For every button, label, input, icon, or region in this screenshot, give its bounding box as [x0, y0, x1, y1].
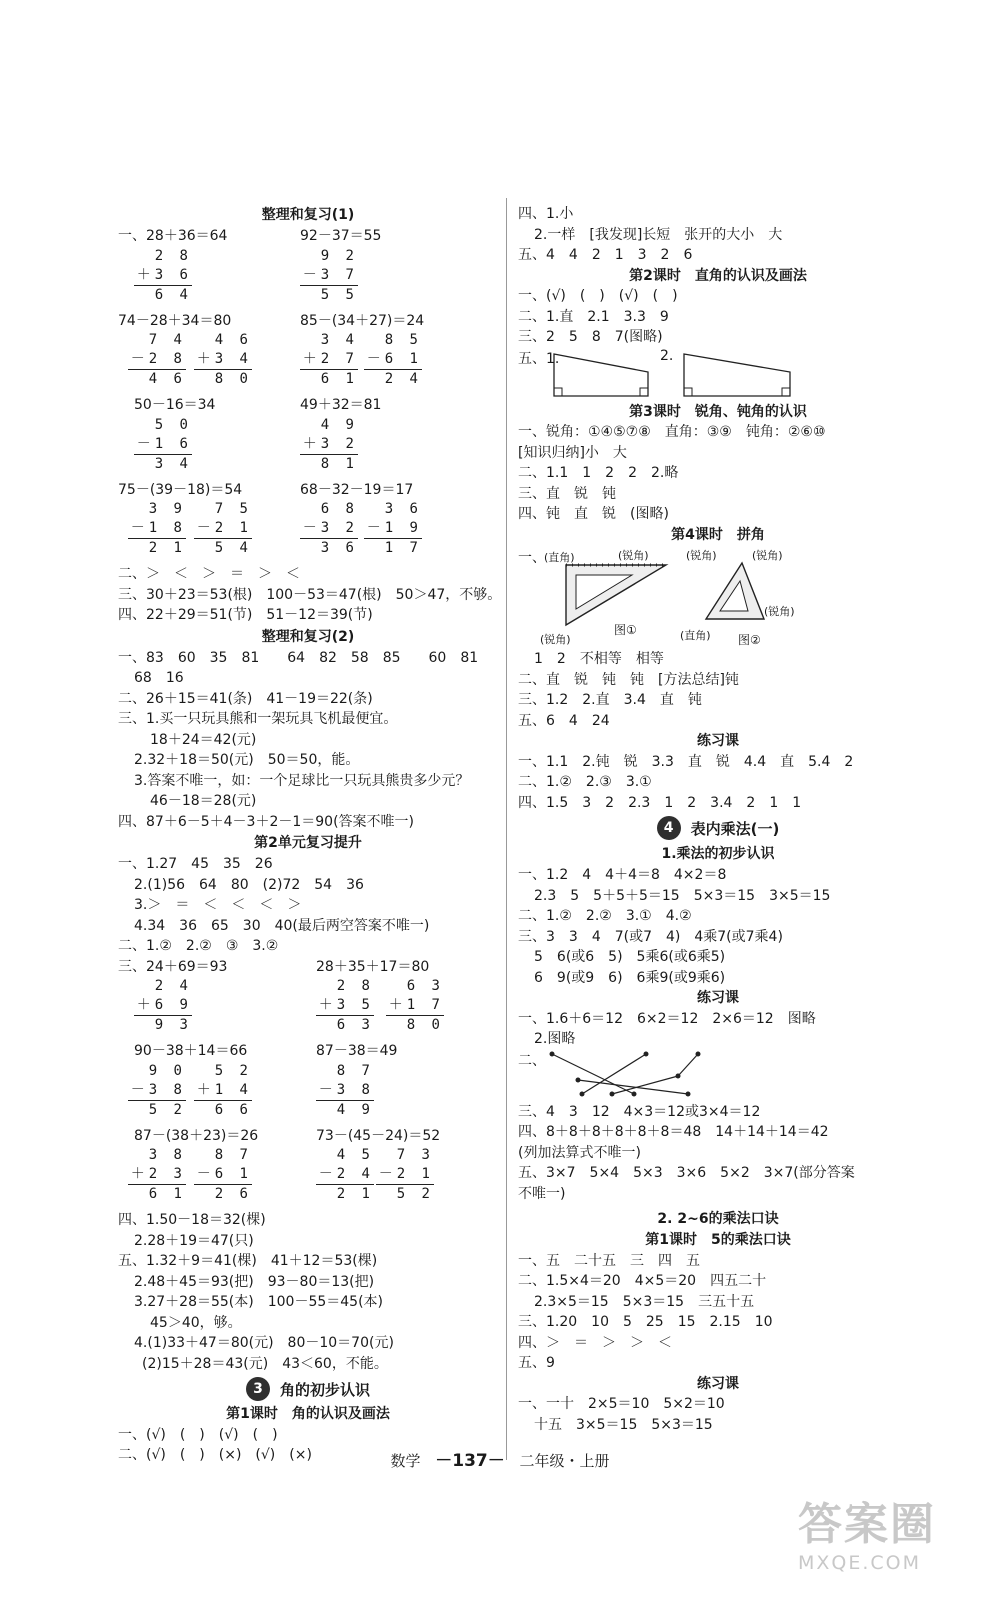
answer-line: 五、3×7 5×4 5×3 3×6 5×2 3×7(部分答案	[518, 1165, 855, 1181]
answer-line: 2.(1)56 64 80 (2)72 54 36	[134, 876, 364, 893]
grade-label: 二年级・上册	[519, 1452, 610, 1470]
operand: ＋3 5	[316, 996, 374, 1016]
answer-label: 2.	[660, 347, 674, 364]
left-column	[118, 204, 502, 1466]
answer-line: 二、26＋15＝41(条) 41－19＝22(条)	[118, 690, 373, 707]
set-square-figures: 一、 (直角) (锐角) (锐角) 图① (锐角) (锐角) (锐角) (直角) 图②	[518, 549, 795, 647]
vertical-calculation	[316, 977, 374, 1035]
answer-line: 18＋24＝42(元)	[150, 731, 257, 748]
vertical-calculation	[364, 331, 422, 389]
result: 6 1	[148, 1186, 186, 1202]
trapezoid-figure-1	[548, 350, 658, 398]
vertical-calculation	[194, 331, 252, 389]
equation: 90－38＋14＝66	[134, 1043, 248, 1059]
answer-line: 三、30＋23＝53(根) 100－53＝47(根) 50＞47，不够。	[118, 586, 502, 603]
unit-number-badge: 3	[246, 1377, 270, 1401]
operand: －2 1	[194, 519, 252, 539]
operand: 3 9	[148, 501, 186, 517]
lesson-title: 第1课时 角的认识及画法	[226, 1406, 390, 1422]
operand: ＋1 7	[386, 996, 444, 1016]
answer-line: 2.图略	[534, 1031, 576, 1047]
answer-label: 二、	[518, 1052, 546, 1069]
vertical-calculation	[300, 247, 358, 305]
answer-line: 2.48＋45＝93(把) 93－80＝13(把)	[134, 1273, 375, 1290]
vertical-calculation	[316, 1062, 374, 1120]
operand: －2 8	[128, 350, 186, 370]
result: 6 4	[154, 286, 192, 303]
answer-line	[118, 957, 498, 978]
operand: －6 1	[364, 350, 422, 370]
operand: 8 7	[214, 1147, 252, 1163]
result: 6 6	[214, 1101, 252, 1118]
answer-line: 十五 3×5＝15 5×3＝15	[534, 1416, 713, 1433]
watermark-text: 答案圈	[798, 1499, 936, 1550]
equation: 三、24＋69＝93	[118, 958, 228, 975]
operand: －2 4	[316, 1165, 374, 1185]
result: 5 5	[320, 286, 358, 303]
answer-line: 五、1.32＋9＝41(棵) 41＋12＝53(棵)	[118, 1253, 378, 1269]
operand: 4 5	[336, 1147, 374, 1163]
lesson-title: 第3课时 锐角、钝角的认识	[629, 403, 807, 420]
answer-line: 三、1.20 10 5 25 15 2.15 10	[518, 1314, 773, 1330]
operand: 9 2	[320, 247, 358, 264]
operand: 6 8	[320, 501, 358, 517]
answer-line: 3.＞ ＝ ＜ ＜ ＜ ＞	[134, 897, 302, 913]
answer-line: 3.答案不唯一，如：一个足球比一只玩具熊贵多少元？	[134, 772, 470, 789]
column-divider	[506, 198, 507, 1460]
answer-line: 一、锐角：①④⑤⑦⑧ 直角：③⑨ 钝角：②⑥⑩	[518, 424, 826, 440]
result: 5 4	[214, 540, 252, 556]
answer-line: 二、＞ ＜ ＞ ＝ ＞ ＜	[118, 566, 300, 582]
answer-line: 5 6(或6 5) 5乘6(或6乘5)	[534, 949, 726, 965]
answer-line: 4.34 36 65 30 40(最后两空答案不唯一)	[134, 917, 430, 934]
operand: 7 4	[148, 332, 186, 348]
answer-line: 三、1.2 2.直 3.4 直 钝	[518, 692, 702, 708]
operand: －3 8	[316, 1081, 374, 1101]
practice-title: 练习课	[697, 733, 739, 749]
vertical-calculation	[128, 1146, 186, 1204]
result: 2 4	[384, 371, 422, 387]
answer-line: 45＞40，够。	[150, 1314, 242, 1331]
equation: 85－(34＋27)＝24	[300, 312, 425, 329]
operand: 5 2	[214, 1062, 252, 1079]
answer-line: 2.28＋19＝47(只)	[134, 1232, 254, 1249]
operand: 9 0	[148, 1062, 186, 1079]
angle-label: (锐角)	[686, 549, 717, 562]
lesson-title: 第1课时 5的乘法口诀	[645, 1232, 791, 1248]
answer-line: 三、4 3 12 4×3＝12或3×4＝12	[518, 1103, 761, 1120]
answer-line: 三、2 5 8 7(图略)	[518, 329, 663, 345]
equation: 73－(45－24)＝52	[316, 1127, 441, 1144]
operand: 4 9	[320, 416, 358, 433]
answer-line: 二、1.1 1 2 2 2.略	[518, 465, 679, 481]
equation: 50－16＝34	[134, 397, 216, 413]
answer-line: 二、1.② 2.② 3.① 4.②	[518, 908, 692, 924]
answer-line: 3.27＋28＝55(本) 100－55＝45(本)	[134, 1294, 383, 1310]
section-title: 1.乘法的初步认识	[661, 846, 775, 862]
result: 6 3	[336, 1017, 374, 1033]
practice-title: 练习课	[697, 990, 739, 1006]
unit-header-3	[118, 1374, 498, 1404]
answer-line: 四、87＋6－5＋4－3＋2－1＝90(答案不唯一)	[118, 813, 414, 830]
answer-line: 一、(√) ( ) (√) ( )	[518, 288, 678, 304]
vertical-calc-group	[118, 1146, 498, 1210]
watermark-logo	[798, 1488, 988, 1588]
equation: 74－28＋34＝80	[118, 312, 232, 329]
operand: －1 8	[128, 519, 186, 539]
vertical-calc-group	[118, 1062, 498, 1126]
vertical-calculation	[128, 331, 186, 389]
operand: 7 3	[396, 1147, 434, 1163]
operand: 3 6	[384, 501, 422, 517]
result: 2 1	[148, 540, 186, 556]
operand: 4 6	[214, 332, 252, 348]
result: 4 6	[148, 371, 186, 387]
answer-line: 四、钝 直 锐 (图略)	[518, 506, 669, 522]
answer-line: 一、1.27 45 35 26	[118, 856, 273, 872]
answer-line: 4.(1)33＋47＝80(元) 80－10＝70(元)	[134, 1335, 394, 1351]
answer-line: 二、1.② 2.② ③ 3.②	[118, 938, 279, 954]
operand: ＋3 4	[194, 350, 252, 370]
answer-line: [知识归纳]小 大	[518, 444, 627, 461]
angle-label: (锐角)	[618, 549, 649, 562]
answer-line: 一、83 60 35 81 64 82 58 85 60 81	[118, 649, 479, 666]
vertical-calculation	[194, 1062, 252, 1120]
answer-line: 6 9(或9 6) 6乘9(或9乘6)	[534, 969, 726, 986]
equation: 28＋35＋17＝80	[316, 958, 430, 975]
subject-label: 数学	[390, 1452, 421, 1470]
vertical-calculation	[194, 500, 252, 558]
figure-caption: 图①	[614, 623, 637, 637]
vertical-calc-group	[118, 977, 498, 1041]
answer-line: (2)15＋28＝43(元) 43＜60，不能。	[142, 1355, 388, 1372]
answer-line: 一、1.1 2.钝 锐 3.3 直 锐 4.4 直 5.4 2	[518, 753, 854, 770]
answer-line: 不唯一)	[518, 1185, 566, 1202]
section-title-review-2: 整理和复习(2)	[261, 628, 355, 645]
section-title-unit2-review: 第2单元复习提升	[254, 835, 362, 851]
answer-line: 四、8＋8＋8＋8＋8＋8＝48 14＋14＋14＝42	[518, 1124, 829, 1140]
answer-line: 一、1.2 4 4＋4＝8 4×2＝8	[518, 867, 727, 883]
vertical-calculation	[300, 416, 358, 474]
answer-line: 五、9	[518, 1355, 555, 1371]
right-column	[518, 204, 918, 1435]
operand: ＋3 6	[134, 266, 192, 286]
operand: －1 6	[134, 435, 192, 455]
section-title: 2. 2~6的乘法口诀	[657, 1211, 779, 1227]
answer-line: 一、(√) ( ) (√) ( )	[118, 1426, 278, 1443]
answer-line	[118, 480, 498, 501]
answer-line: 2.32＋18＝50(元) 50＝50，能。	[134, 752, 360, 768]
answer-label: 五、1.	[518, 350, 560, 367]
unit-title: 角的初步认识	[279, 1380, 370, 1399]
vertical-calc-group	[118, 331, 498, 395]
vertical-calculation	[134, 416, 192, 474]
vertical-calculation	[376, 1146, 434, 1204]
vertical-calculation	[364, 500, 422, 558]
result: 2 1	[336, 1186, 374, 1202]
answer-line: 46－18＝28(元)	[150, 793, 257, 809]
answer-line: 四、1.5 3 2 2.3 1 2 3.4 2 1 1	[518, 794, 802, 811]
answer-line: 1 2 不相等 相等	[534, 651, 664, 667]
unit-title: 表内乘法(一)	[690, 819, 780, 838]
angle-label: (直角)	[544, 551, 575, 564]
answer-line: 四、1.50－18＝32(棵)	[118, 1212, 266, 1228]
answer-line: 四、1.小	[518, 206, 574, 222]
result: 8 0	[214, 371, 252, 387]
operand: 3 8	[148, 1147, 186, 1163]
vertical-calculation	[128, 500, 186, 558]
answer-line: 五、6 4 24	[518, 712, 610, 729]
result: 4 9	[336, 1101, 374, 1118]
result: 6 1	[320, 371, 358, 387]
section-title-review-1: 整理和复习(1)	[261, 207, 355, 223]
answer-line: 三、直 锐 钝	[518, 485, 616, 502]
figure-right-angles	[518, 348, 918, 402]
result: 5 2	[148, 1101, 186, 1118]
equation: 49＋32＝81	[300, 397, 382, 413]
equation: 一、28＋36＝64	[118, 228, 228, 244]
operand: －3 7	[300, 266, 358, 286]
answer-line	[118, 1041, 498, 1062]
vertical-calculation	[128, 1062, 186, 1120]
equation: 68－32－19＝17	[300, 481, 414, 498]
answer-line: 三、3 3 4 7(或7 4) 4乘7(或7乘4)	[518, 928, 783, 945]
angle-label: (锐角)	[752, 549, 783, 562]
result: 9 3	[154, 1017, 192, 1033]
answer-line: 一、一十 2×5＝10 5×2＝10	[518, 1396, 725, 1412]
operand: －1 9	[364, 519, 422, 539]
page-footer	[0, 1446, 1000, 1471]
answer-line: 2.3×5＝15 5×3＝15 三五十五	[534, 1293, 755, 1310]
lesson-title: 第4课时 拼角	[671, 526, 765, 543]
answer-line: 四、＞ ＝ ＞ ＞ ＜	[518, 1334, 672, 1351]
operand: －3 8	[128, 1081, 186, 1101]
matching-diagram	[518, 1050, 918, 1102]
answer-line: (列加法算式不唯一)	[518, 1144, 641, 1161]
angle-label: (锐角)	[764, 605, 795, 618]
result: 2 6	[214, 1186, 252, 1202]
vertical-calculation	[316, 1146, 374, 1204]
practice-title: 练习课	[697, 1375, 739, 1392]
answer-line: 二、1.5×4＝20 4×5＝20 四五二十	[518, 1273, 767, 1289]
trapezoid-figure-2	[678, 350, 798, 398]
vertical-calc-group	[118, 247, 498, 311]
operand: 6 3	[406, 978, 444, 994]
answer-line	[118, 226, 498, 247]
operand: ＋2 7	[300, 350, 358, 370]
operand: ＋3 2	[300, 435, 358, 455]
equation: 87－38＝49	[316, 1043, 398, 1059]
result: 3 4	[154, 455, 192, 472]
operand: 8 7	[336, 1062, 374, 1079]
equation: 92－37＝55	[300, 228, 382, 244]
answer-line: 一、1.6＋6＝12 6×2＝12 2×6＝12 图略	[518, 1010, 816, 1027]
answer-line: 四、22＋29＝51(节) 51－12＝39(节)	[118, 607, 373, 623]
vertical-calculation	[194, 1146, 252, 1204]
operand: ＋2 3	[128, 1165, 186, 1185]
page-number: －137－	[435, 1451, 505, 1471]
result: 5 2	[396, 1186, 434, 1202]
angle-label: (直角)	[680, 629, 711, 642]
vertical-calc-group	[118, 416, 498, 480]
operand: ＋6 9	[134, 996, 192, 1016]
operand: 2 8	[154, 247, 192, 264]
operand: ＋1 4	[194, 1081, 252, 1101]
result: 8 1	[320, 455, 358, 472]
answer-line: 二、1.直 2.1 3.3 9	[518, 308, 669, 325]
answer-line: 2.一样 [我发现]长短 张开的大小 大	[534, 226, 783, 243]
set-square-icon	[702, 559, 772, 625]
answer-line	[118, 395, 498, 416]
answer-line: 五、4 4 2 1 3 2 6	[518, 247, 693, 263]
answer-line: 三、1.买一只玩具熊和一架玩具飞机最便宜。	[118, 711, 398, 727]
operand: 5 0	[154, 416, 192, 433]
operand: 3 4	[320, 332, 358, 348]
vertical-calculation	[134, 977, 192, 1035]
vertical-calculation	[386, 977, 444, 1035]
matching-lines-figure	[548, 1050, 718, 1100]
operand: 7 5	[214, 501, 252, 517]
result: 3 6	[320, 540, 358, 556]
figure-caption: 图②	[738, 633, 761, 647]
operand: 2 4	[154, 978, 192, 994]
answer-line: 二、1.② 2.③ 3.①	[518, 774, 652, 790]
vertical-calculation	[300, 331, 358, 389]
vertical-calculation	[134, 247, 192, 305]
angle-label: (锐角)	[540, 633, 571, 646]
operand: 2 8	[336, 978, 374, 994]
answer-line: 2.3 5 5＋5＋5＝15 5×3＝15 3×5＝15	[534, 887, 831, 904]
operand: －3 2	[300, 519, 358, 539]
answer-line: 二、直 锐 钝 钝 [方法总结]钝	[518, 671, 739, 688]
operand: 8 5	[384, 332, 422, 348]
equation: 75－(39－18)＝54	[118, 481, 243, 498]
equation: 87－(38＋23)＝26	[134, 1127, 259, 1144]
answer-line: 一、五 二十五 三 四 五	[518, 1252, 700, 1269]
watermark-url: MXQE.COM	[798, 1552, 922, 1574]
unit-header-4	[518, 813, 918, 843]
answer-line: 二、(√) ( ) (×) (√) (×)	[118, 1447, 312, 1463]
answer-line	[118, 1126, 498, 1147]
operand: －6 1	[194, 1165, 252, 1185]
unit-number-badge: 4	[657, 816, 681, 840]
result: 8 0	[406, 1017, 444, 1033]
result: 1 7	[384, 540, 422, 556]
vertical-calculation	[300, 500, 358, 558]
operand: －2 1	[376, 1165, 434, 1185]
set-square-icon	[562, 559, 672, 629]
vertical-calc-group	[118, 500, 498, 564]
lesson-title: 第2课时 直角的认识及画法	[629, 267, 807, 284]
answer-line: 68 16	[134, 670, 184, 686]
answer-line	[118, 311, 498, 332]
